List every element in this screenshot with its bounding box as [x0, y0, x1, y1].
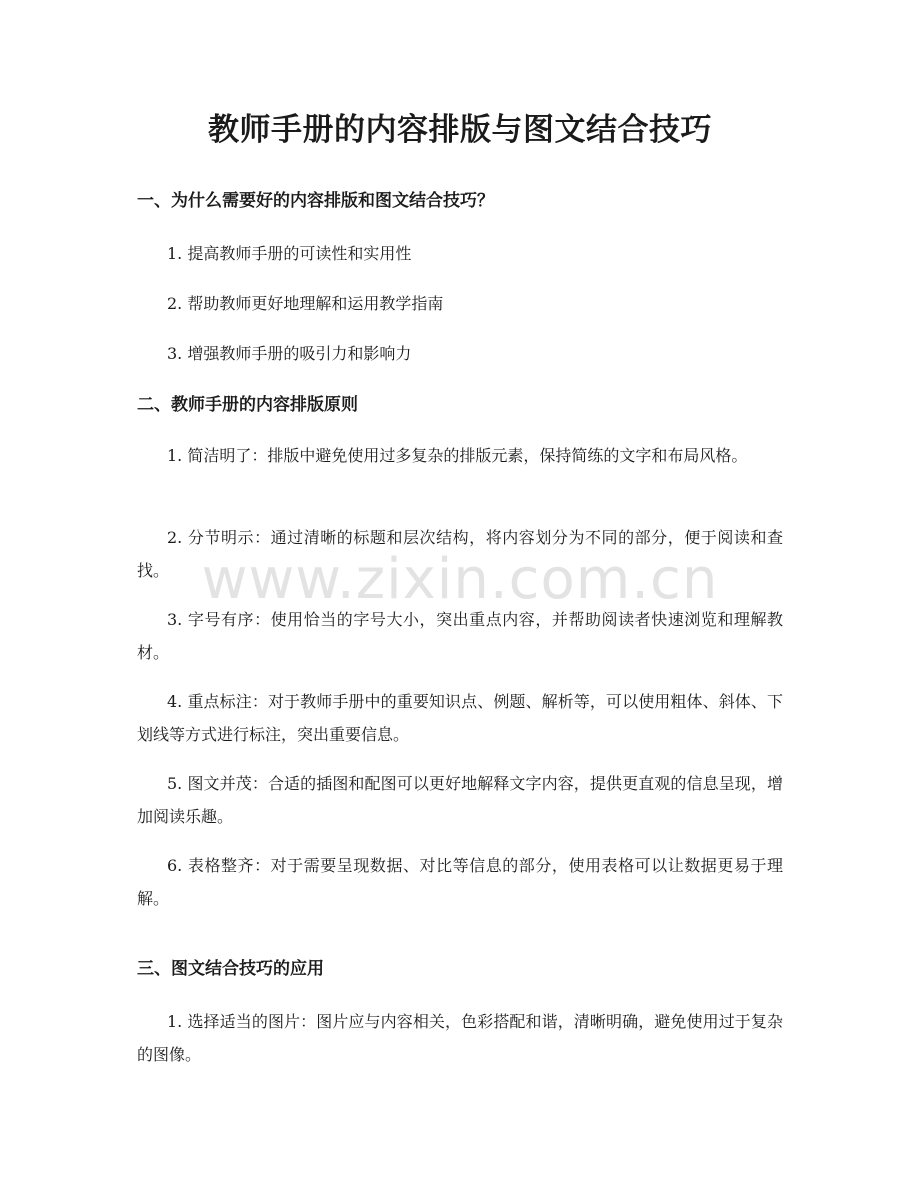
section-2-item-5: 5. 图文并茂：合适的插图和配图可以更好地解释文字内容，提供更直观的信息呈现，增加阅读乐趣。 — [137, 774, 783, 826]
section-2-item-3: 3. 字号有序：使用恰当的字号大小，突出重点内容，并帮助阅读者快速浏览和理解教材。 — [137, 610, 783, 662]
section-heading-1: 一、为什么需要好的内容排版和图文结合技巧？ — [137, 191, 494, 211]
section-1-item-3: 3. 增强教师手册的吸引力和影响力 — [167, 344, 412, 363]
document-title: 教师手册的内容排版与图文结合技巧 — [208, 112, 712, 148]
section-2-item-4: 4. 重点标注：对于教师手册中的重要知识点、例题、解析等，可以使用粗体、斜体、下划线等方式进行标注，突出重要信息。 — [137, 692, 783, 744]
section-2-item-6: 6. 表格整齐：对于需要呈现数据、对比等信息的部分，使用表格可以让数据更易于理解。 — [137, 856, 783, 908]
section-1-item-1: 1. 提高教师手册的可读性和实用性 — [167, 244, 412, 263]
section-heading-3: 三、图文结合技巧的应用 — [137, 959, 324, 979]
section-2-item-1: 1. 简洁明了：排版中避免使用过多复杂的排版元素，保持简练的文字和布局风格。 — [167, 446, 748, 465]
section-heading-2: 二、教师手册的内容排版原则 — [137, 395, 358, 415]
section-1-item-2: 2. 帮助教师更好地理解和运用教学指南 — [167, 294, 444, 313]
section-3-item-1: 1. 选择适当的图片：图片应与内容相关，色彩搭配和谐，清晰明确，避免使用过于复杂的图像。 — [137, 1012, 783, 1064]
section-2-item-2: 2. 分节明示：通过清晰的标题和层次结构，将内容划分为不同的部分，便于阅读和查找。 — [137, 528, 783, 580]
watermark: www.zixin.com.cn — [201, 547, 719, 612]
